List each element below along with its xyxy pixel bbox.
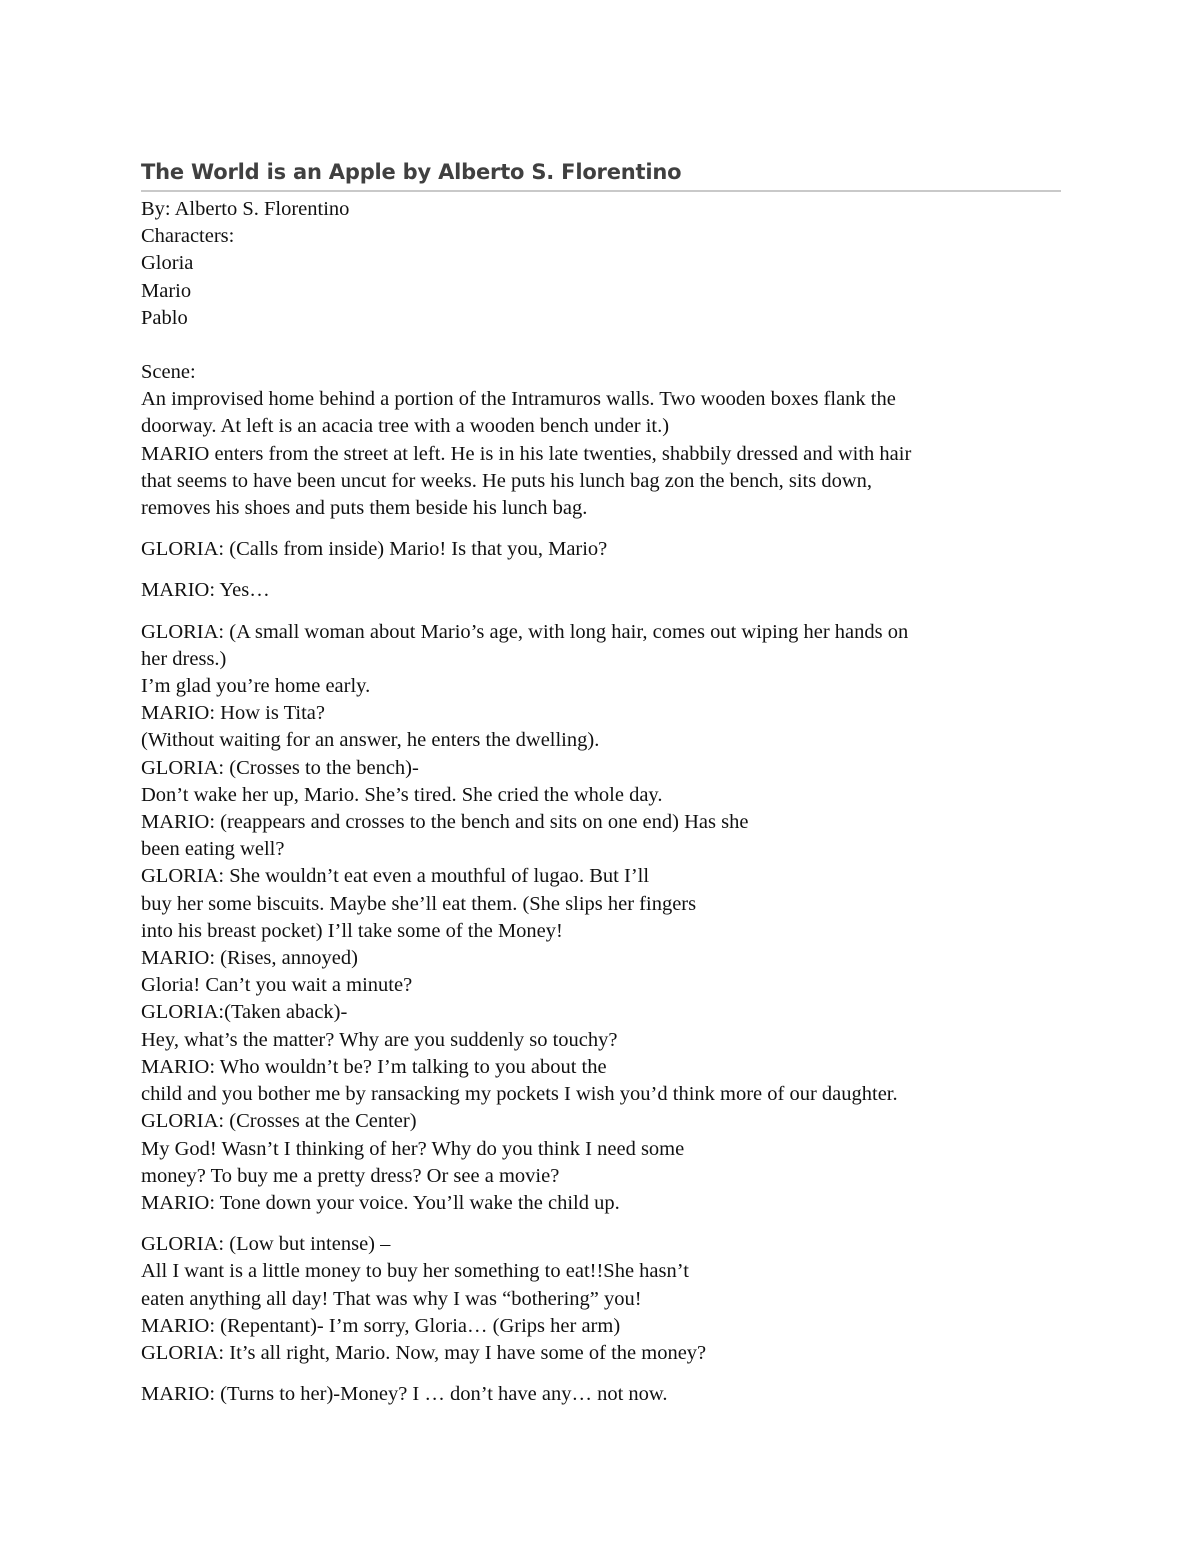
dialogue-line: been eating well? <box>141 838 285 861</box>
characters-label: Characters: <box>141 225 235 248</box>
dialogue-line: her dress.) <box>141 647 227 670</box>
dialogue-line: GLORIA: She wouldn’t eat even a mouthful of lugao. But I’ll <box>141 865 650 888</box>
header-lines <box>141 196 1061 332</box>
dialogue-block <box>141 1231 1061 1367</box>
dialogue-line: Hey, what’s the matter? Why are you suddenly so touchy? <box>141 1028 618 1051</box>
document-body <box>141 196 1061 1408</box>
dialogue-line: buy her some biscuits. Maybe she’ll eat them. (She slips her fingers <box>141 892 697 915</box>
dialogue-line: MARIO: (Rises, annoyed) <box>141 947 358 970</box>
dialogue-line: I’m glad you’re home early. <box>141 675 371 698</box>
dialogue-line: MARIO: (reappears and crosses to the bench and sits on one end) Has she <box>141 811 749 834</box>
dialogue-line: MARIO: Yes… <box>141 579 270 602</box>
dialogue-line: My God! Wasn’t I thinking of her? Why do you think I need some <box>141 1137 685 1160</box>
character-name: Gloria <box>141 252 194 275</box>
dialogue-line: MARIO: How is Tita? <box>141 702 325 725</box>
scene-text-line: doorway. At left is an acacia tree with a wooden bench under it.) <box>141 415 670 438</box>
dialogue-line: Gloria! Can’t you wait a minute? <box>141 974 413 997</box>
scene-section <box>141 359 1061 522</box>
scene-label: Scene: <box>141 361 196 384</box>
scene-text-line: An improvised home behind a portion of the Intramuros walls. Two wooden boxes flank the <box>141 388 896 411</box>
dialogue-line: GLORIA:(Taken aback)- <box>141 1001 348 1024</box>
document-title: The World is an Apple by Alberto S. Florentino <box>141 158 1061 192</box>
dialogue-line: GLORIA: (Crosses to the bench)- <box>141 756 419 779</box>
dialogue-line: All I want is a little money to buy her something to eat!!She hasn’t <box>141 1260 689 1283</box>
dialogue-line: eaten anything all day! That was why I was “bothering” you! <box>141 1287 642 1310</box>
document-page <box>141 158 1061 1408</box>
dialogue-line: MARIO: (Turns to her)-Money? I … don’t have any… not now. <box>141 1383 668 1406</box>
dialogue-line: GLORIA: (Calls from inside) Mario! Is that you, Mario? <box>141 538 608 561</box>
dialogue-line: GLORIA: (Crosses at the Center) <box>141 1110 417 1133</box>
dialogue-line: MARIO: Tone down your voice. You’ll wake the child up. <box>141 1191 620 1214</box>
dialogue-line: GLORIA: (Low but intense) – <box>141 1233 391 1256</box>
dialogue-line: GLORIA: It’s all right, Mario. Now, may I have some of the money? <box>141 1341 707 1364</box>
dialogue-line: MARIO: (Repentant)- I’m sorry, Gloria… (Grips her arm) <box>141 1314 621 1337</box>
scene-text-line: MARIO enters from the street at left. He is in his late twenties, shabbily dressed and with hair <box>141 442 912 465</box>
dialogue-line: MARIO: Who wouldn’t be? I’m talking to you about the <box>141 1055 607 1078</box>
dialogue-line: into his breast pocket) I’ll take some of the Money! <box>141 919 563 942</box>
author-line: By: Alberto S. Florentino <box>141 198 350 220</box>
character-name: Pablo <box>141 306 188 329</box>
dialogue-line: (Without waiting for an answer, he enters the dwelling). <box>141 729 600 752</box>
scene-text-line: removes his shoes and puts them beside his lunch bag. <box>141 497 588 520</box>
dialogue-line: money? To buy me a pretty dress? Or see a movie? <box>141 1164 560 1187</box>
dialogue-block <box>141 619 1061 1217</box>
character-name: Mario <box>141 279 192 302</box>
dialogue-line: Don’t wake her up, Mario. She’s tired. She cried the whole day. <box>141 783 663 806</box>
scene-text-line: that seems to have been uncut for weeks. He puts his lunch bag zon the bench, sits down, <box>141 469 872 492</box>
dialogue-line: GLORIA: (A small woman about Mario’s age, with long hair, comes out wiping her hands on <box>141 620 909 643</box>
dialogue-line: child and you bother me by ransacking my pockets I wish you’d think more of our daughter. <box>141 1083 898 1106</box>
